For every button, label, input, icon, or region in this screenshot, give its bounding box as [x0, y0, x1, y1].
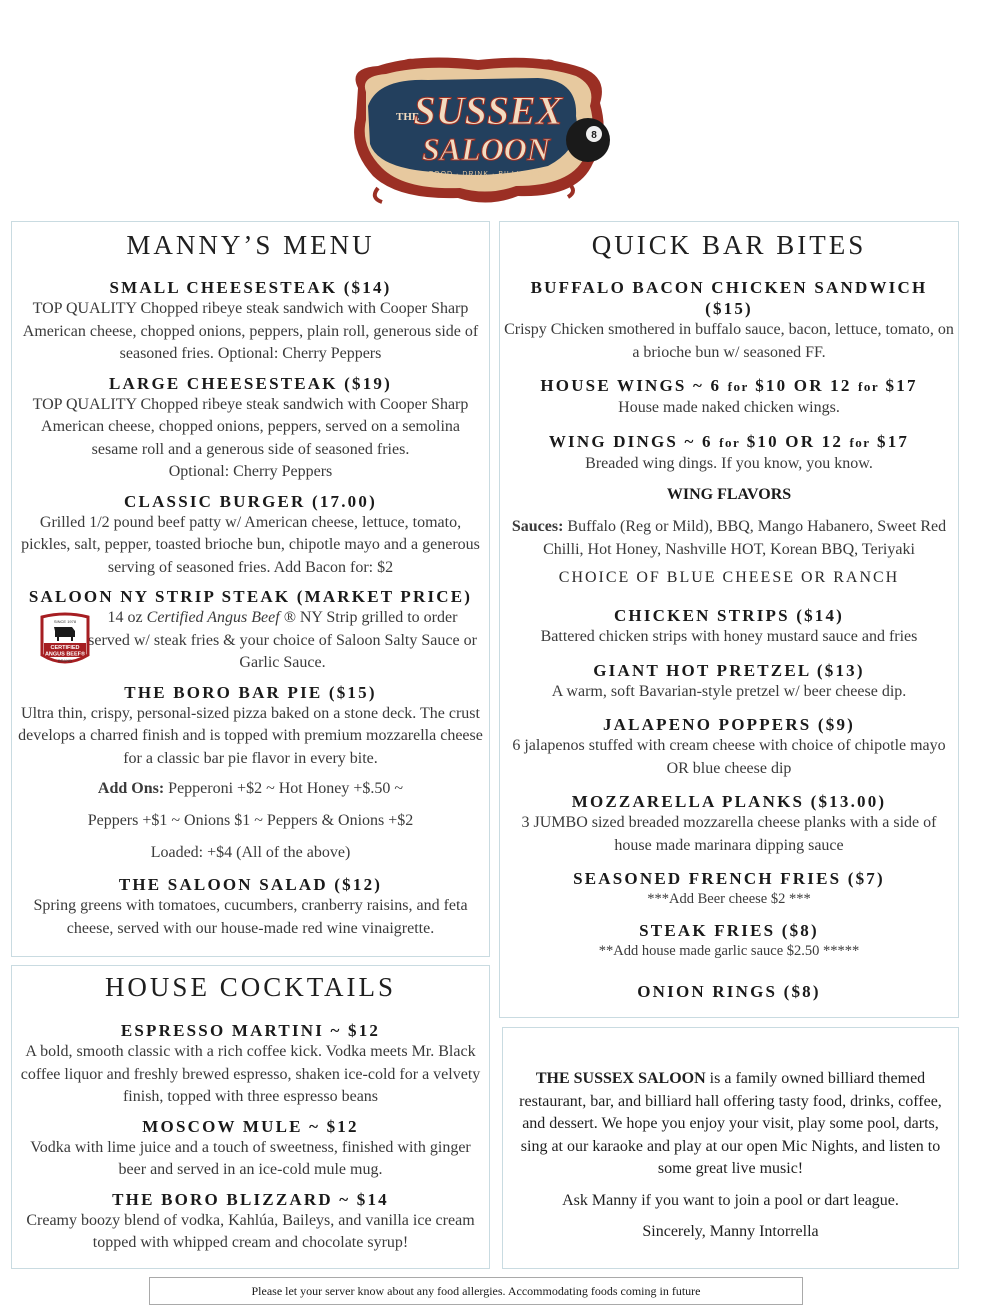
- about-body: is a family owned billiard themed restaurant, bar, and billiard hall offering tasty food, drinks, coffee, and dessert. We hope you enjoy your visit, play some pool, darts, sing at our karaoke and play at our open Mic Nights, and listen to some great live music!: [519, 1070, 942, 1177]
- cocktail-boro-blizzard: [18, 1189, 483, 1255]
- logo-the: THE: [396, 111, 420, 123]
- desc-brand: Certified Angus Beef ®: [146, 609, 296, 626]
- item-desc: Creamy boozy blend of vodka, Kahlúa, Baileys, and vanilla ice cream topped with whipped cream and chocolate syrup!: [26, 1211, 475, 1251]
- mannys-menu-title: MANNY’S MENU: [126, 230, 375, 260]
- addons-line-3: Loaded: +$4 (All of the above): [150, 844, 351, 861]
- item-title: MOZZARELLA PLANKS ($13.00): [571, 792, 887, 811]
- badge-top: SINCE 1978: [53, 619, 77, 624]
- house-cocktails-title: HOUSE COCKTAILS: [104, 972, 397, 1002]
- item-desc: Vodka with lime juice and a touch of sweetness, finished with ginger beer and served in an ice-cold mule mug.: [30, 1138, 471, 1178]
- menu-item-saloon-salad: [18, 874, 483, 940]
- sauces-label: Sauces:: [511, 518, 564, 535]
- title-part: for: [719, 434, 741, 450]
- menu-item-small-cheesesteak: [18, 277, 483, 366]
- item-title: ESPRESSO MARTINI ~ $12: [120, 1021, 381, 1040]
- desc-post: NY Strip grilled to order served w/ steak fries & your choice of Saloon Salty Sauce or Garlic Sauce.: [88, 609, 477, 671]
- item-desc: Crispy Chicken smothered in buffalo sauce, bacon, lettuce, tomato, on a brioche bun w/ seasoned FF.: [504, 321, 954, 361]
- item-desc: 6 jalapenos stuffed with cream cheese with choice of chipotle mayo OR blue cheese dip: [512, 737, 946, 777]
- item-title: SEASONED FRENCH FRIES ($7): [573, 869, 885, 888]
- eight-ball-number: 8: [591, 130, 597, 141]
- item-desc: ***Add Beer cheese $2 ***: [647, 891, 811, 907]
- item-title: CHICKEN STRIPS ($14): [613, 606, 845, 625]
- logo-tagline: FOOD · DRINK · BILLIARDS: [428, 171, 544, 178]
- item-title: THE BORO BLIZZARD ~ $14: [112, 1189, 389, 1209]
- menu-item-classic-burger: [18, 491, 483, 580]
- item-title: [504, 431, 954, 453]
- bite-onion-rings: [504, 981, 954, 1002]
- quick-bar-bites-panel: [499, 221, 959, 1018]
- item-title: ONION RINGS ($8): [637, 982, 821, 1001]
- title-part: WING DINGS ~ 6: [548, 431, 720, 451]
- title-part: $17: [879, 376, 918, 395]
- quick-bar-bites-title: QUICK BAR BITES: [591, 230, 867, 260]
- cocktail-moscow-mule: [18, 1116, 483, 1182]
- menu-item-ny-strip-steak: [18, 586, 483, 675]
- badge-line1: CERTIFIED: [50, 645, 80, 651]
- title-part: $17: [870, 431, 910, 451]
- title-part: $10 OR 12: [748, 376, 858, 395]
- bite-steak-fries: [504, 920, 954, 961]
- bite-seasoned-french-fries: [504, 868, 954, 909]
- logo-sussex: SUSSEX: [413, 88, 563, 133]
- sauces-text: Buffalo (Reg or Mild), BBQ, Mango Habanero, Sweet Red Chilli, Hot Honey, Nashville HOT, Korean BBQ, Teriyaki: [543, 518, 947, 558]
- item-desc: Breaded wing dings. If you know, you know.: [585, 454, 873, 472]
- item-desc: Grilled 1/2 pound beef patty w/ American cheese, lettuce, tomato, pickles, salt, pepper, toasted brioche bun, chipotle mayo and a generous serving of seasoned fries. Add Bacon for: $2: [21, 513, 480, 576]
- certified-angus-beef-badge: [38, 611, 92, 669]
- item-desc: TOP QUALITY Chopped ribeye steak sandwich with Cooper Sharp American cheese, chopped onions, peppers, served on a semolina sesame roll and a generous side of seasoned fries.: [32, 395, 469, 458]
- desc-pre: 14 oz: [107, 609, 147, 626]
- logo-saloon: SALOON: [421, 131, 551, 167]
- allergy-notice: Please let your server know about any food allergies. Accommodating foods coming in future: [149, 1277, 803, 1305]
- item-desc: A bold, smooth classic with a rich coffee kick. Vodka meets Mr. Black coffee liquor and freshly brewed espresso, shaken ice-cold for a velvety finish, topped with three espresso beans: [20, 1043, 481, 1105]
- bite-chicken-strips: [504, 605, 954, 649]
- item-desc: TOP QUALITY Chopped ribeye steak sandwich with Cooper Sharp American cheese, chopped onions, peppers, plain roll, generous side of seasoned fries. Optional: Cherry Peppers: [22, 300, 479, 362]
- mannys-menu-panel: [11, 221, 490, 957]
- wing-flavors-heading: WING FLAVORS: [666, 486, 792, 503]
- about-text: [517, 1068, 944, 1181]
- house-cocktails-panel: [11, 965, 490, 1269]
- about-panel: [502, 1027, 959, 1269]
- item-title: CLASSIC BURGER (17.00): [124, 491, 377, 511]
- item-desc: Battered chicken strips with honey mustard sauce and fries: [540, 628, 918, 645]
- cocktail-espresso-martini: [18, 1020, 483, 1109]
- item-title: [504, 375, 954, 397]
- title-part: for: [727, 379, 749, 394]
- item-title: GIANT HOT PRETZEL ($13): [593, 660, 865, 680]
- badge-brand: BRAND: [57, 658, 73, 663]
- item-desc: House made naked chicken wings.: [618, 399, 840, 416]
- item-desc: Spring greens with tomatoes, cucumbers, cranberry raisins, and feta cheese, served with our house-made red wine vinaigrette.: [33, 897, 468, 937]
- addons-line-1: [18, 778, 483, 800]
- bite-house-wings: [504, 375, 954, 420]
- item-desc: 3 JUMBO sized breaded mozzarella cheese planks with a side of house made marinara dipping sauce: [521, 814, 937, 854]
- addons-line-2: Peppers +$1 ~ Onions $1 ~ Peppers & Onions +$2: [87, 812, 414, 829]
- addons-text: Pepperoni +$2 ~ Hot Honey +$.50 ~: [164, 780, 404, 797]
- item-desc: A warm, soft Bavarian-style pretzel w/ beer cheese dip.: [551, 682, 907, 700]
- about-signoff: Sincerely, Manny Intorrella: [642, 1223, 819, 1240]
- dressing-choice: CHOICE OF BLUE CHEESE OR RANCH: [558, 569, 900, 586]
- bite-jalapeno-poppers: [504, 714, 954, 780]
- item-title: THE BORO BAR PIE ($15): [124, 682, 377, 702]
- sauces-list: [504, 516, 954, 561]
- badge-line2: ANGUS BEEF®: [44, 651, 86, 658]
- item-desc-optional: Optional: Cherry Peppers: [168, 463, 333, 480]
- menu-item-large-cheesesteak: [18, 373, 483, 484]
- menu-item-boro-bar-pie: [18, 682, 483, 771]
- title-part: for: [849, 434, 871, 450]
- item-title: LARGE CHEESESTEAK ($19): [109, 373, 392, 393]
- item-desc: **Add house made garlic sauce $2.50 *****: [598, 943, 860, 959]
- bite-wing-dings: [504, 431, 954, 476]
- item-title: STEAK FRIES ($8): [639, 921, 819, 940]
- item-desc: Ultra thin, crispy, personal-sized pizza baked on a stone deck. The crust develops a charred finish and is topped with premium mozzarella cheese for a classic bar pie flavor in every bite.: [18, 704, 483, 767]
- addons-label: Add Ons:: [97, 780, 165, 797]
- item-title: SALOON NY STRIP STEAK (MARKET PRICE): [28, 587, 473, 606]
- bite-mozzarella-planks: [504, 791, 954, 857]
- bite-giant-hot-pretzel: [504, 660, 954, 704]
- item-title: MOSCOW MULE ~ $12: [142, 1116, 359, 1136]
- item-title: SMALL CHEESESTEAK ($14): [109, 278, 392, 297]
- item-title: THE SALOON SALAD ($12): [118, 875, 383, 894]
- about-league: Ask Manny if you want to join a pool or dart league.: [562, 1191, 899, 1209]
- sussex-saloon-logo: [338, 48, 616, 208]
- item-title: BUFFALO BACON CHICKEN SANDWICH ($15): [530, 278, 928, 318]
- about-brand: THE SUSSEX SALOON: [535, 1070, 706, 1087]
- title-part: for: [857, 379, 880, 394]
- title-part: $10 OR 12: [740, 431, 850, 451]
- title-part: HOUSE WINGS ~ 6: [540, 376, 728, 395]
- bite-buffalo-bacon-chicken-sandwich: [504, 277, 954, 364]
- item-title: JALAPENO POPPERS ($9): [602, 715, 856, 734]
